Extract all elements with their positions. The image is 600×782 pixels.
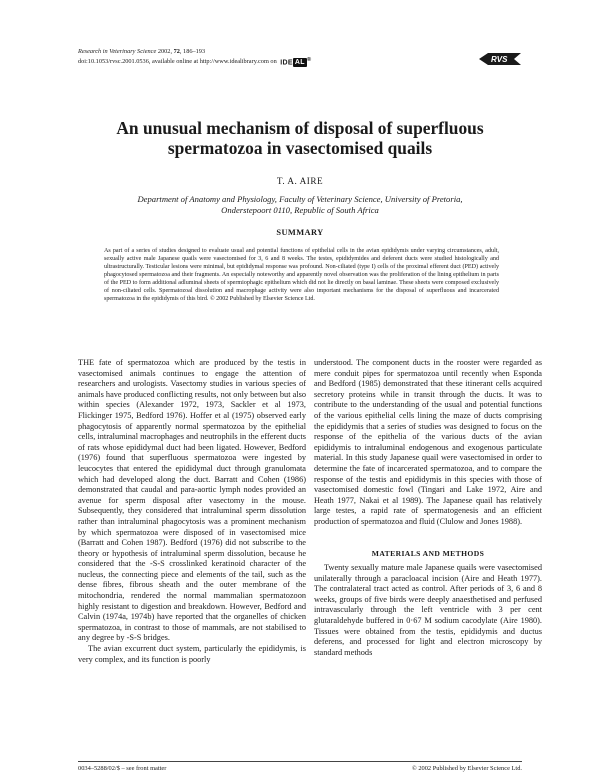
footer-rule [78, 761, 522, 762]
left-column [78, 358, 306, 665]
title-line-2: spermatozoa in vasectomised quails [167, 138, 433, 158]
affiliation [90, 194, 510, 216]
body-paragraph: understood. The component ducts in the rooster were regarded as mere conduit pipes for spermatozoa until recently when Esponda and Bedford (1985) demonstrated that these itinerant cells acquired secretory proteins while in transit through the ducts. It was to contribute to the understanding of the usual and potential functions of the various epithelial cells lining the maze of ducts comprising the epididymis that a series of studies was designed to focus on the response of the epithelia of the various ducts of the avian epididymis to intraluminal endogenous and exogenous particulate material. In this study Japanese quail were vasectomised in order to determine the fate of incarcerated spermatozoa, and to compare the response of the testis and epididymis in this species with those of vasectomised domestic fowl (Tingari and Lake 1972, Aire and Heath 1977, Nakai et al 1989). The Japanese quail has relatively large testes, a rapid rate of spermatogenesis and an efficient production of spermatozoa and fluid (Clulow and Jones 1988). [314, 358, 542, 526]
doi-text[interactable]: doi:10.1053/rvsc.2001.0536, available online at http://www.idealibrary.com on [78, 58, 277, 66]
journal-header [78, 47, 378, 67]
rvs-logo-text: RVS [491, 55, 508, 64]
footer-copyright: © 2002 Published by Elsevier Science Ltd. [411, 765, 522, 772]
footer-issn: 0034–5288/02/$ – see front matter [78, 765, 167, 772]
body-paragraph: Twenty sexually mature male Japanese quails were vasectomised unilaterally through a paracloacal incision (Aire and Heath 1977). The contralateral tract acted as control. After periods of 3, 6 and 8 weeks, groups of five birds were deeply anaesthetised and perfused intravascularly through the left ventricle with 3 per cent glutaraldehyde buffered in 0·67 M sodium cacodylate (Aire 1980). Tissues were obtained from the testis, epididymis and ductus deferens, and processed for light and electron microscopy by standard methods [314, 563, 542, 657]
journal-pages: , 186–193 [179, 48, 206, 55]
summary-heading: SUMMARY [276, 228, 324, 237]
methods-heading: MATERIALS AND METHODS [371, 548, 485, 558]
summary-text: As part of a series of studies designed to evaluate usual and potential functions of epithelial cells in the avian epididymis under varying circumstances, adult, sexually active male Japanese quails were vasectomised for 3, 6 and 8 weeks. The testes, epididymides and deferent ducts were studied histologically and ultrastructurally. Testicular lesions were minimal, but epididymal response was profound. Non-ciliated (type I) cells of the proximal efferent duct (PED) actively phagocytosed spermatozoa and their fragments. An especially noteworthy and apparently novel observation was the proliferation of the lining epithelium in parts of the PED to form additional adluminal sheets of spermiophagic epithelium which did not lie directly on basal laminae. These sheets were composed exclusively of non-ciliated cells. Spermatozoal dissolution and macrophage activity were also important mechanisms for the disposal of superfluous and incarcerated spermatozoa in the epididymis of this bird. © 2002 Published by Elsevier Science Ltd. [104, 248, 499, 303]
ideal-logo-text: IDE [280, 59, 293, 67]
ideal-logo [280, 56, 311, 67]
affiliation-line-1: Department of Anatomy and Physiology, Faculty of Veterinary Science, University of Pretoria, [137, 194, 463, 204]
doi-line [78, 56, 378, 67]
journal-citation [78, 47, 378, 56]
journal-year: 2002, [156, 48, 174, 55]
author: T. A. AIRE [276, 176, 324, 186]
body-paragraph: The avian excurrent duct system, particularly the epididymis, is very complex, and its function is poorly [78, 644, 306, 664]
affiliation-line-2: Onderstepoort 0110, Republic of South Africa [221, 205, 379, 215]
right-column [314, 358, 542, 658]
ideal-logo-mark: ® [306, 57, 312, 63]
title-line-1: An unusual mechanism of disposal of superfluous [116, 118, 484, 138]
article-title [60, 118, 540, 158]
journal-name: Research in Veterinary Science [78, 48, 157, 55]
rvs-logo [478, 52, 522, 66]
ideal-logo-box: AL [294, 59, 305, 67]
body-paragraph: THE fate of spermatozoa which are produced by the testis in vasectomised animals continues to engage the attention of researchers and urologists. Vasectomy studies in various species of animals have produced conflicting results, not only between but also within species (Alexander 1972, 1973, Sackler et al 1973, Flickinger 1975, Bedford 1976). Hoffer et al (1975) observed early phagocytosis of apparently normal spermatozoa by the epithelial cells, intraluminal macrophages and neutrophils in the efferent ducts of rats whose epididymal duct had been ligated. However, Bedford (1976) found that superfluous spermatozoa were ingested by leucocytes that entered the epididymal duct through granulomata which had developed along the duct. Barratt and Cohen (1986) demonstrated that caudal and para-aortic lymph nodes provided an avenue for sperm disposal after vasectomy in the mouse. Subsequently, they considered that intraluminal sperm dissolution rather than intraluminal phagocytosis was a prominent mechanism by which spermatozoa were disposed of in vasectomised mice (Barratt and Cohen 1987). Bedford (1976) did not subscribe to the theory or hypothesis of intraluminal sperm dissolution, because he considered that the -S-S crosslinked keratinoid character of the nucleus, the connecting piece and elements of the tail, such as the dense fibres, fibrous sheath and the outer membrane of the mitochondria, rendered the normal mammalian spermatozoon highly resistant to digestion and breakdown. However, Bedford and Calvin (1974a, 1974b) have reported that the organelles of chicken spermatozoa, in contrast to those of mammals, are not stabilised to any degree by -S-S bridges. [78, 358, 306, 643]
journal-volume: 72 [173, 48, 180, 55]
